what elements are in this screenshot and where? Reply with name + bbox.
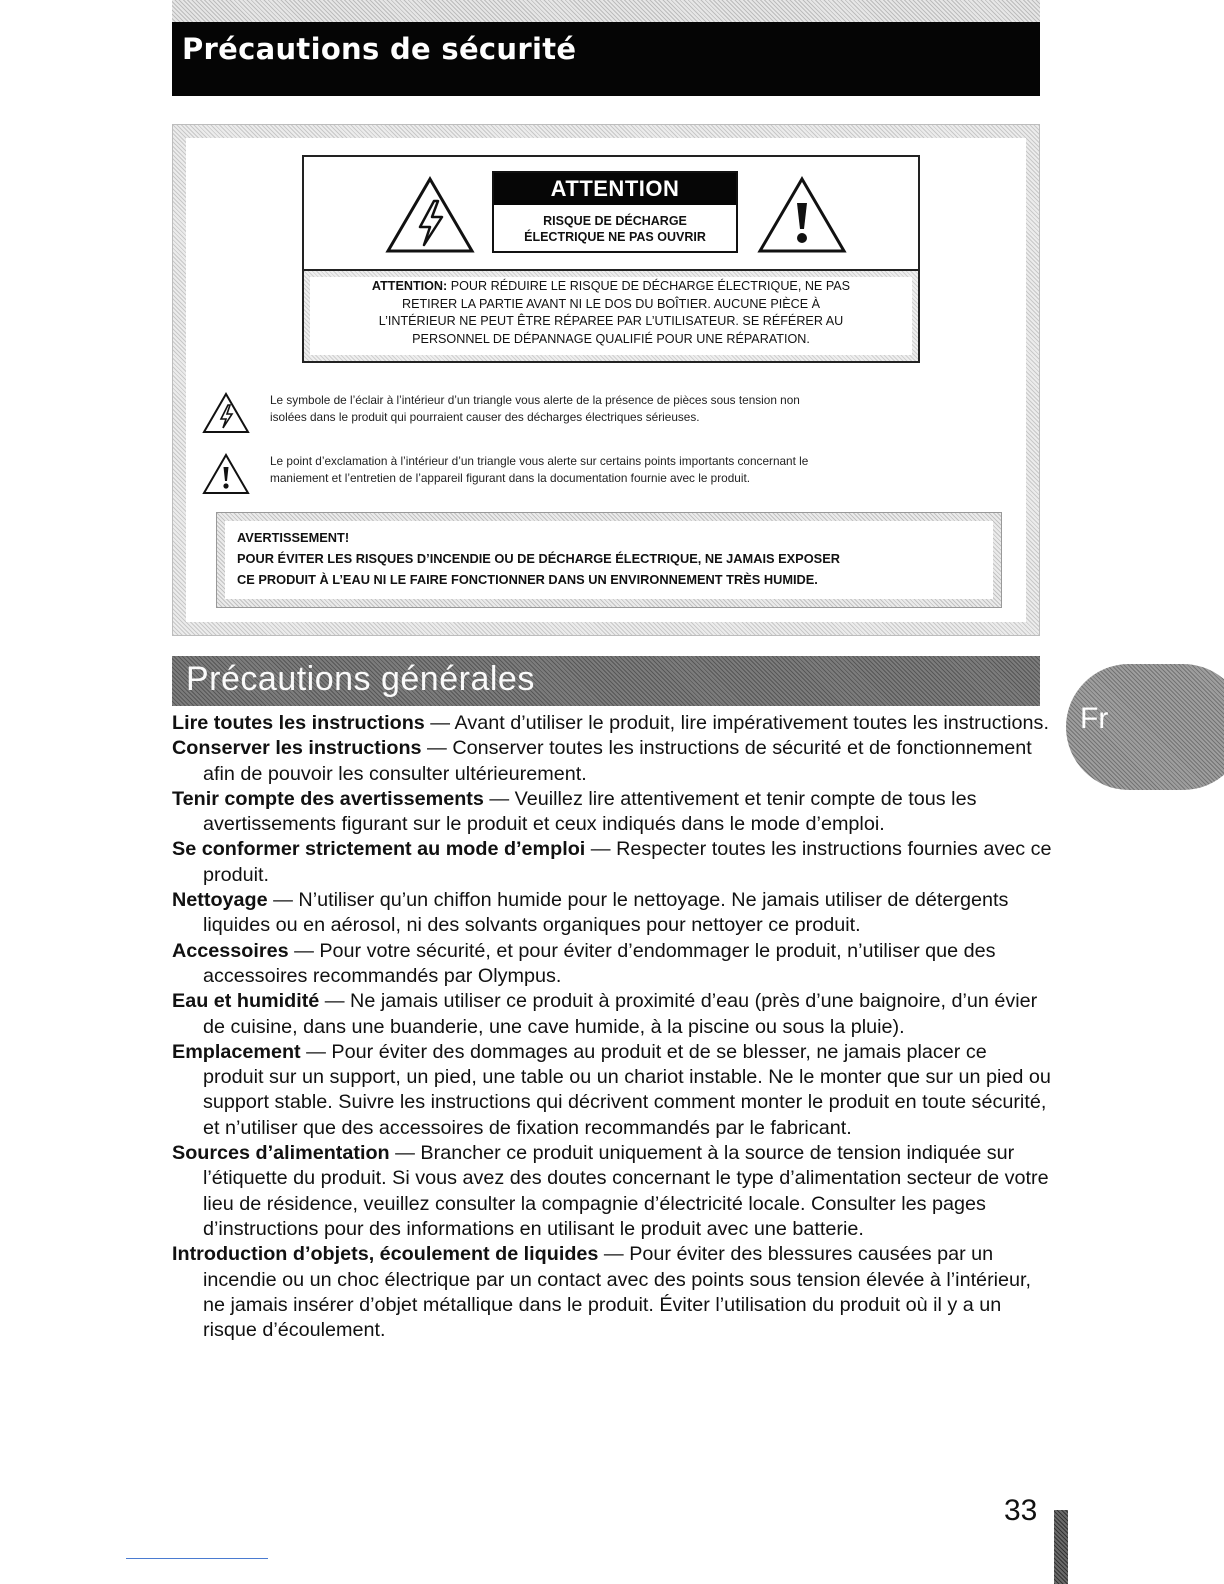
list-item: Accessoires — Pour votre sécurité, et pour éviter d’endommager le produit, n’utiliser que des accessoires recommandés par Olympus.	[172, 939, 996, 987]
page-number: 33	[1004, 1494, 1038, 1527]
list-item: Introduction d’objets, écoulement de liquides — Pour éviter des blessures causées par un incendie ou un choc électrique par un contact avec des points sous tension élevée à l’intérieur, ne jamais insérer d’objet métallique dans le produit. Éviter l’utilisation du produit où il y a un risque d’écoulement.	[172, 1243, 1032, 1342]
precautions-list	[172, 711, 1052, 1343]
list-item: Tenir compte des avertissements — Veuillez lire attentivement et tenir compte de tous les avertissements figurant sur le produit et ceux indiqués dans le mode d’emploi.	[172, 787, 977, 836]
section-title: Précautions générales	[186, 660, 535, 698]
lightning-triangle-icon	[202, 392, 250, 434]
page-title: Précautions de sécurité	[182, 32, 577, 66]
exclamation-triangle-icon	[756, 175, 848, 255]
attention-label	[492, 171, 738, 253]
attention-notice: ATTENTION: POUR RÉDUIRE LE RISQUE DE DÉCHARGE ÉLECTRIQUE, NE PAS RETIRER LA PARTIE AVANT NI LE DOS DU BOÎTIER. AUCUNE PIÈCE À L’INTÉRIEUR NE PEUT ÊTRE RÉPAREE PAR L’UTILISATEUR. SE RÉFÉRER AU PERSONNEL DE DÉPANNAGE QUALIFIÉ POUR UNE RÉPARATION.	[304, 269, 918, 361]
attention-risk: RISQUE DE DÉCHARGE ÉLECTRIQUE NE PAS OUVRIR	[524, 214, 706, 244]
list-item: Nettoyage — N’utiliser qu’un chiffon humide pour le nettoyage. Ne jamais utiliser de détergents liquides ou en aérosol, ni des solvants organiques pour nettoyer ce produit.	[172, 889, 1009, 937]
warning-box: AVERTISSEMENT! POUR ÉVITER LES RISQUES D’INCENDIE OU DE DÉCHARGE ÉLECTRIQUE, NE JAMAIS EXPOSER CE PRODUIT À L’EAU NI LE FAIRE FONCTIONNER DANS UN ENVIRONNEMENT TRÈS HUMIDE.	[216, 512, 1002, 608]
notice-label: ATTENTION:	[371, 279, 448, 293]
exclamation-triangle-icon	[202, 453, 250, 495]
list-item: Lire toutes les instructions — Avant d’utiliser le produit, lire impérativement toutes les instructions.	[172, 712, 1049, 734]
section-header	[172, 656, 1040, 706]
list-item: Sources d’alimentation — Brancher ce produit uniquement à la source de tension indiquée sur l’étiquette du produit. Si vous avez des doutes concernant le type d’alimentation secteur de votre lieu de résidence, veuillez consulter la compagnie d’électricité locale. Consulter les pages d’instructions pour des informations en utilisant le produit avec une batterie.	[172, 1142, 1049, 1240]
attention-box	[302, 155, 920, 363]
lightning-triangle-icon	[384, 175, 476, 255]
warning-title: AVERTISSEMENT!	[237, 530, 350, 545]
list-item: Conserver les instructions — Conserver toutes les instructions de sécurité et de fonctionnement afin de pouvoir les consulter ultérieurement.	[172, 737, 1032, 785]
list-item: Emplacement — Pour éviter des dommages au produit et de se blesser, ne jamais placer ce produit sur un support, un pied, une table ou un chariot instable. Ne le monter que sur un pied ou support stable. Suivre les instructions qui décrivent comment monter le produit en toute sécurité, et n’utiliser que des accessoires de fixation recommandés par le fabricant.	[172, 1040, 1051, 1139]
footer-rule	[126, 1558, 268, 1559]
page-edge-marker	[1054, 1510, 1068, 1584]
list-item: Eau et humidité — Ne jamais utiliser ce produit à proximité d’eau (près d’une baignoire, d’un évier de cuisine, dans une buanderie, une cave humide, à la piscine ou sous la pluie).	[172, 990, 1038, 1038]
language-tab	[1066, 664, 1224, 790]
attention-top	[304, 157, 918, 269]
language-tab-label: Fr	[1080, 702, 1109, 735]
attention-heading: ATTENTION	[494, 173, 736, 205]
header-bar	[172, 22, 1040, 96]
list-item: Se conformer strictement au mode d’emploi — Respecter toutes les instructions fournies avec ce produit.	[172, 838, 1052, 886]
